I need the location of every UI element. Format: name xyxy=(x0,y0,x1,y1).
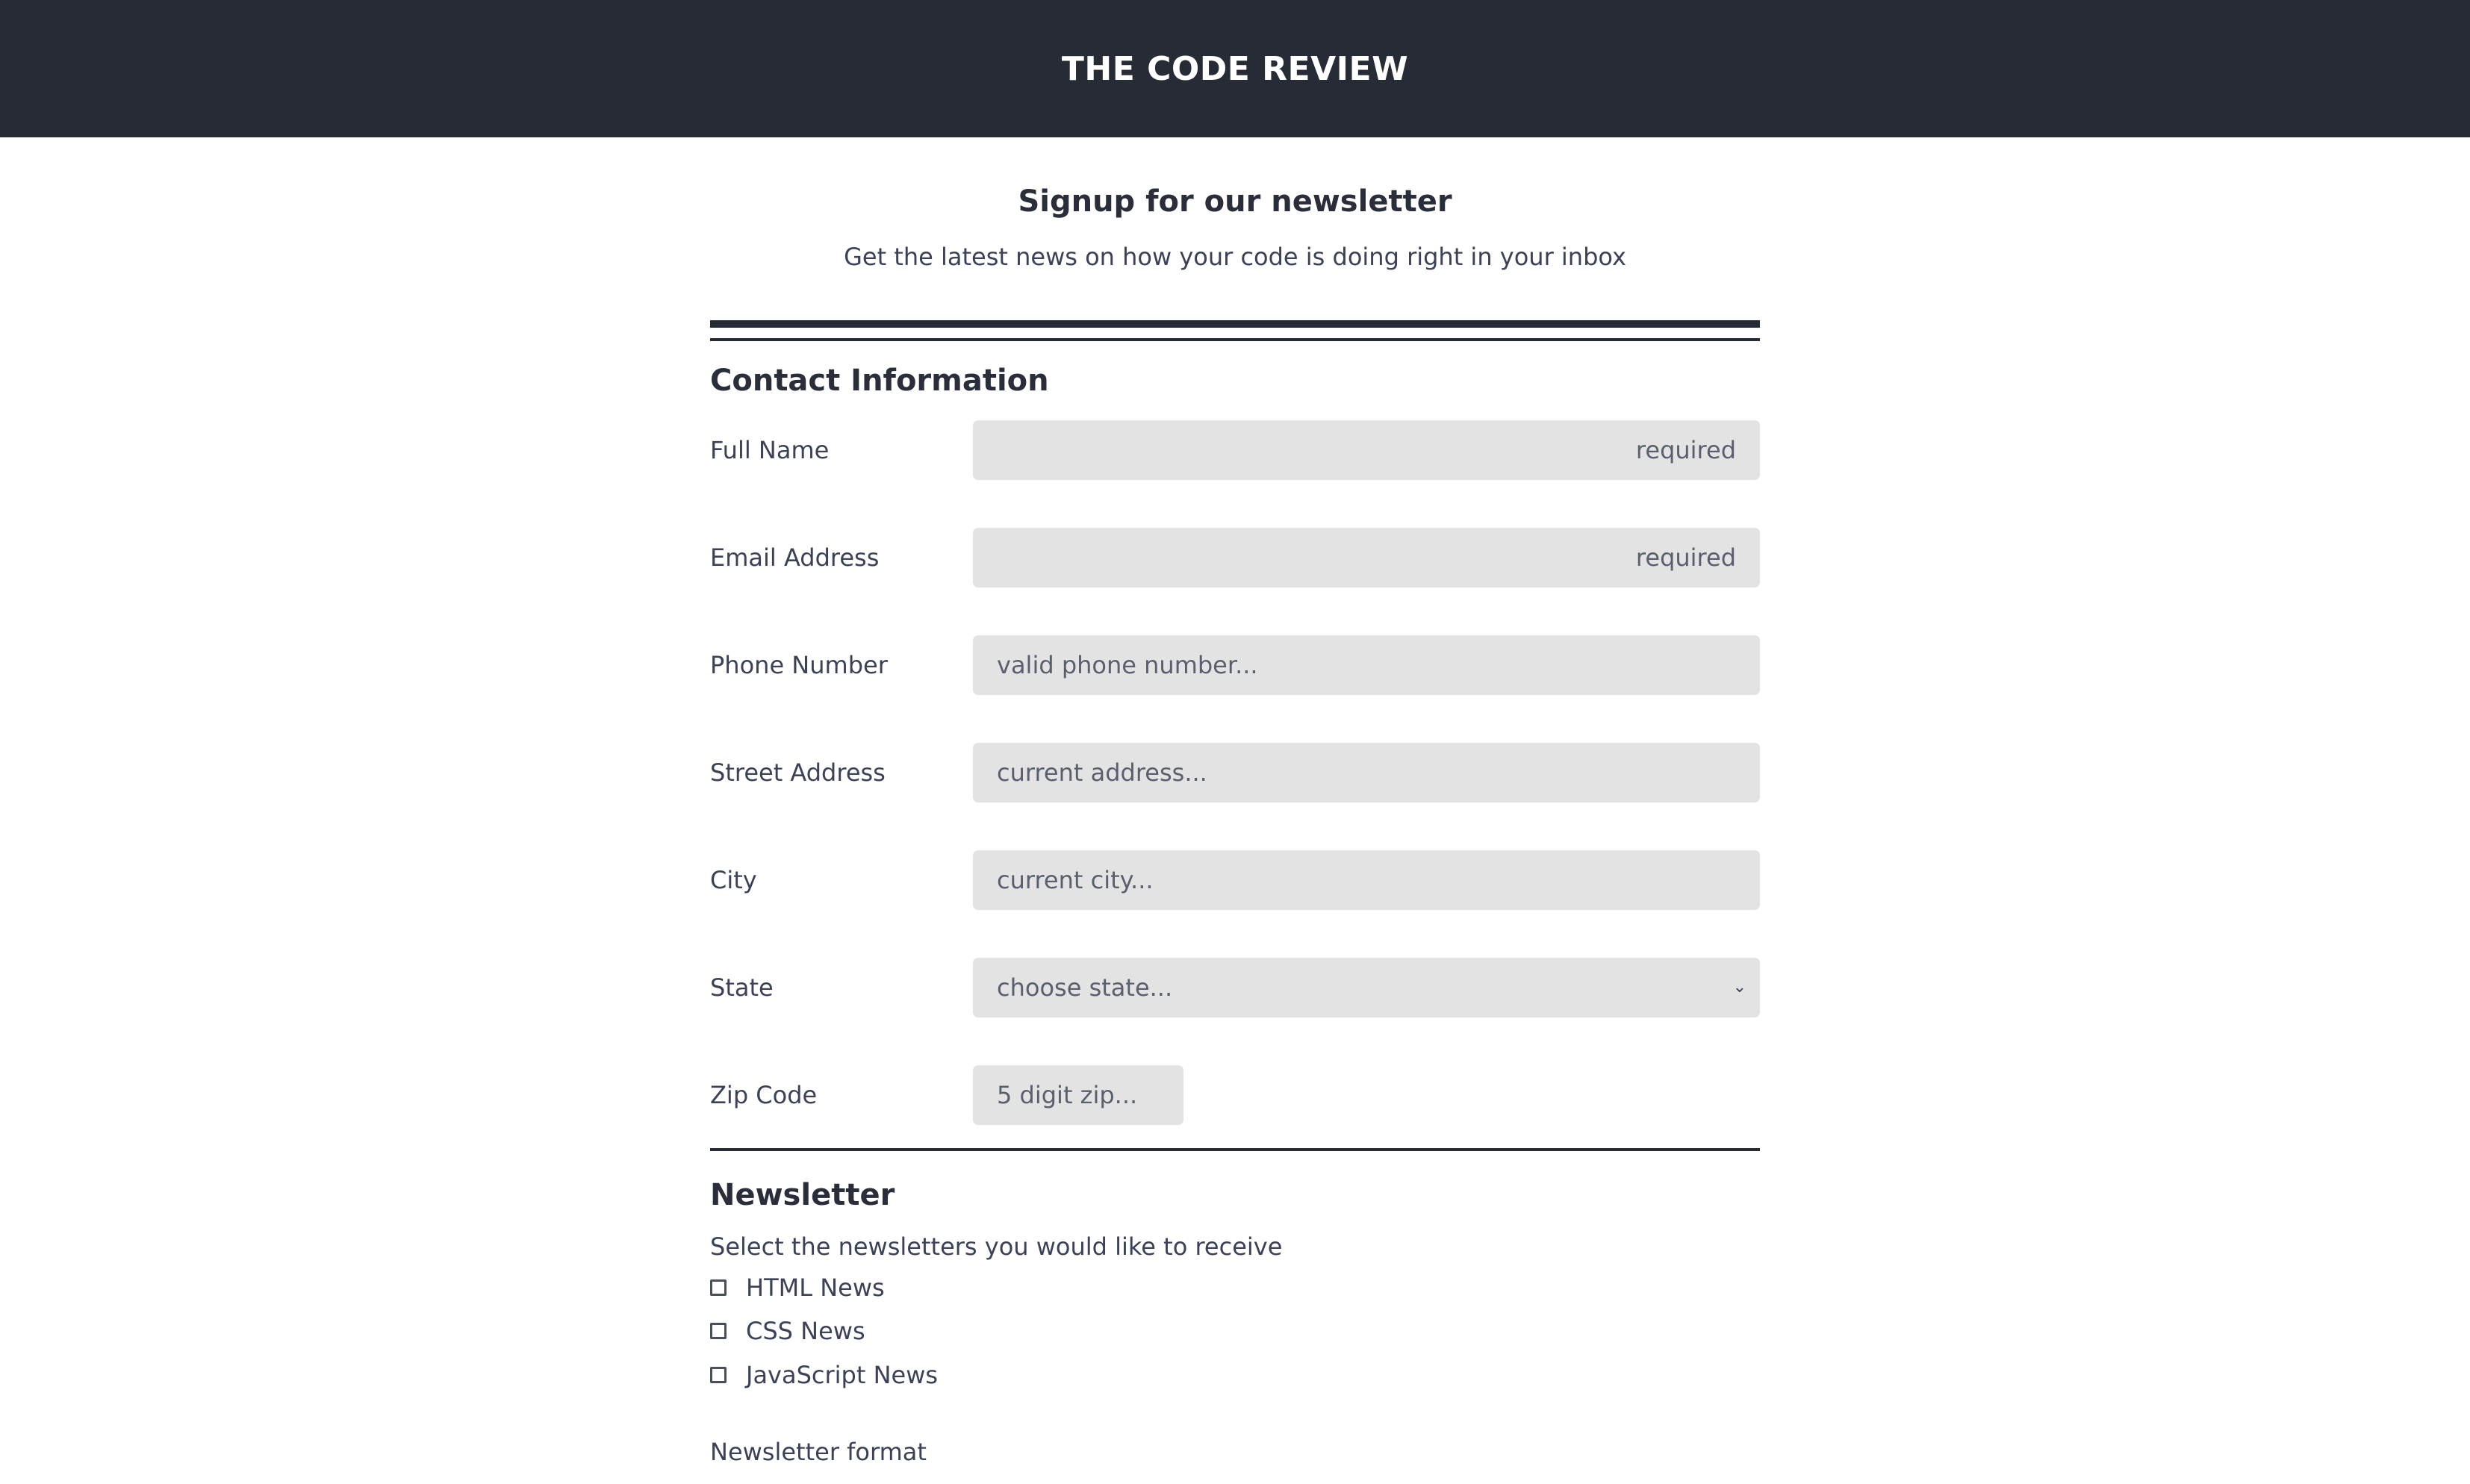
zip-label: Zip Code xyxy=(710,1081,818,1109)
html-news-option[interactable] xyxy=(710,1273,885,1303)
street-input[interactable]: current address... xyxy=(973,743,1760,802)
city-label: City xyxy=(710,866,757,894)
html-news-label: HTML News xyxy=(746,1273,885,1302)
zip-input[interactable]: 5 digit zip... xyxy=(973,1065,1183,1125)
javascript-news-option[interactable] xyxy=(710,1360,938,1390)
phone-row xyxy=(710,635,1760,695)
javascript-news-label: JavaScript News xyxy=(746,1361,939,1389)
state-label: State xyxy=(710,973,774,1002)
phone-label: Phone Number xyxy=(710,651,888,679)
javascript-news-checkbox[interactable] xyxy=(710,1367,727,1383)
page-title: Signup for our newsletter xyxy=(1018,184,1452,219)
site-header xyxy=(0,0,2470,137)
newsletter-section-title: Newsletter xyxy=(710,1178,895,1212)
full-name-row xyxy=(710,420,1760,480)
chevron-down-icon: ⌄ xyxy=(1732,978,1746,997)
html-news-checkbox[interactable] xyxy=(710,1279,727,1296)
phone-input[interactable]: valid phone number... xyxy=(973,635,1760,695)
double-divider xyxy=(710,320,1760,341)
css-news-option[interactable] xyxy=(710,1316,865,1346)
street-label: Street Address xyxy=(710,758,886,787)
state-select[interactable] xyxy=(973,958,1760,1017)
state-row xyxy=(710,958,1760,1017)
city-input[interactable]: current city... xyxy=(973,850,1760,910)
city-row xyxy=(710,850,1760,910)
newsletter-description: Select the newsletters you would like to receive xyxy=(710,1232,1283,1261)
street-row xyxy=(710,743,1760,802)
full-name-input[interactable]: required xyxy=(973,420,1760,480)
page-subtitle: Get the latest news on how your code is doing right in your inbox xyxy=(844,243,1626,271)
email-row xyxy=(710,528,1760,587)
email-label: Email Address xyxy=(710,543,880,572)
state-select-value: choose state... xyxy=(997,973,1173,1002)
full-name-label: Full Name xyxy=(710,436,830,464)
email-input[interactable]: required xyxy=(973,528,1760,587)
css-news-checkbox[interactable] xyxy=(710,1323,727,1339)
zip-row xyxy=(710,1065,1760,1125)
contact-section-title: Contact Information xyxy=(710,364,1049,398)
css-news-label: CSS News xyxy=(746,1317,865,1345)
site-title: THE CODE REVIEW xyxy=(1061,49,1409,88)
section-divider xyxy=(710,1148,1760,1151)
newsletter-format-label: Newsletter format xyxy=(710,1438,927,1466)
